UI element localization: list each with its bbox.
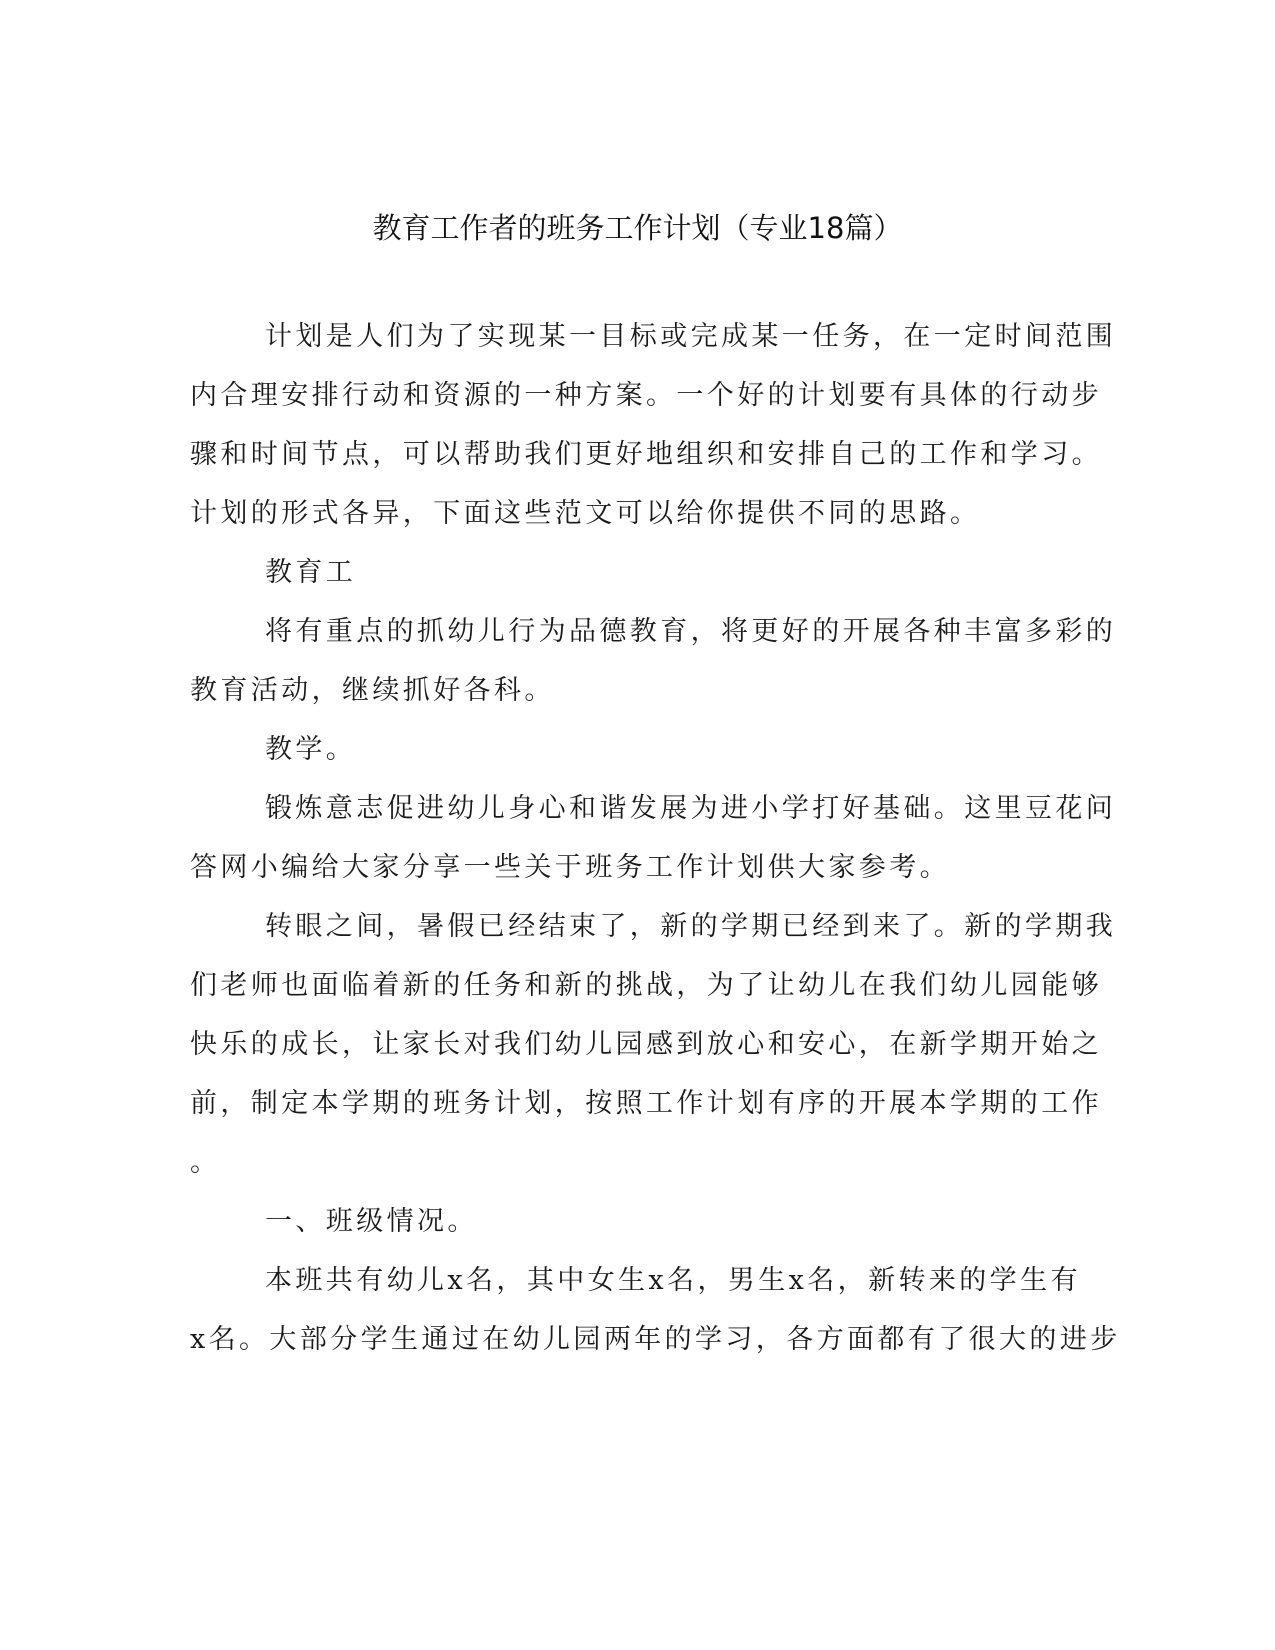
paragraph-line: 教育工 [265, 557, 357, 588]
section-heading: 一、班级情况。 [265, 1206, 478, 1237]
paragraph-line: 将有重点的抓幼儿行为品德教育，将更好的开展各种丰富多彩的 [265, 616, 1117, 647]
paragraph-line: 前，制定本学期的班务计划，按照工作计划有序的开展本学期的工作 [190, 1088, 1102, 1119]
paragraph-line: 计划的形式各异，下面这些范文可以给你提供不同的思路。 [190, 498, 981, 529]
paragraph-line: 。 [190, 1147, 221, 1178]
paragraph-line: 们老师也面临着新的任务和新的挑战，为了让幼儿在我们幼儿园能够 [190, 970, 1102, 1001]
paragraph-line: 锻炼意志促进幼儿身心和谐发展为进小学打好基础。这里豆花问 [265, 793, 1117, 824]
paragraph-line: 快乐的成长，让家长对我们幼儿园感到放心和安心，在新学期开始之 [190, 1029, 1102, 1060]
paragraph-line: 转眼之间，暑假已经结束了，新的学期已经到来了。新的学期我 [265, 911, 1117, 942]
paragraph-line: 计划是人们为了实现某一目标或完成某一任务，在一定时间范围 [265, 321, 1117, 352]
document-title: 教育工作者的班务工作计划（专业18篇） [372, 211, 903, 245]
paragraph-line: 教育活动，继续抓好各科。 [190, 675, 555, 706]
paragraph-line: 骤和时间节点，可以帮助我们更好地组织和安排自己的工作和学习。 [190, 439, 1102, 470]
paragraph-line: 答网小编给大家分享一些关于班务工作计划供大家参考。 [190, 852, 950, 883]
paragraph-line: 本班共有幼儿x名，其中女生x名，男生x名，新转来的学生有 [265, 1265, 1081, 1296]
paragraph-line: 教学。 [265, 734, 357, 765]
paragraph-line: x名。大部分学生通过在幼儿园两年的学习，各方面都有了很大的进步 [190, 1324, 1121, 1355]
paragraph-line: 内合理安排行动和资源的一种方案。一个好的计划要有具体的行动步 [190, 380, 1102, 411]
